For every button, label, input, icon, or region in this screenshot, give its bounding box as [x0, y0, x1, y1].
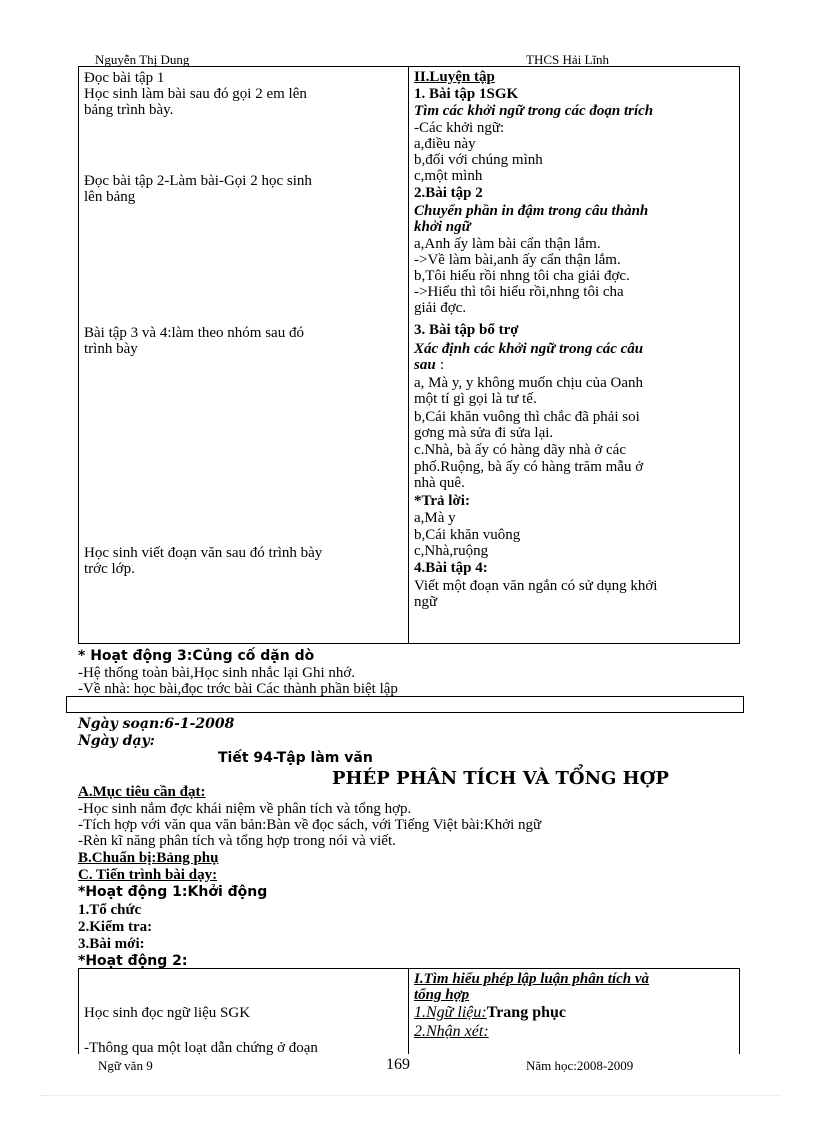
table2-left-line: Học sinh đọc ngữ liệu SGK [84, 1005, 251, 1021]
ex3-task-colon: : [440, 357, 445, 373]
table2-left-line: -Thông qua một loạt dẫn chứng ở đoạn [84, 1040, 318, 1056]
ex3-line: phố.Ruộng, bà ấy có hàng trăm mẫu ở [414, 459, 644, 475]
goal-line: -Rèn kĩ năng phân tích và tổng hợp trong nói và viết. [78, 833, 396, 849]
left-p2-line2: lên bảng [84, 189, 136, 205]
activity1-title: *Hoạt động 1:Khởi động [78, 884, 268, 900]
ex3-task: sau [414, 357, 436, 373]
goal-line: -Học sinh nắm đợc khái niệm về phân tích và tổng hợp. [78, 801, 412, 817]
answer-line: a,Mà y [414, 510, 456, 526]
table2-right-title: tổng hợp [414, 987, 470, 1003]
activity3-title: * Hoạt động 3:Củng cố dặn dò [78, 648, 315, 664]
section-practice-heading: II.Luyện tập [414, 69, 495, 85]
ex3-line: nhà quê. [414, 475, 465, 491]
footer-subject: Ngữ văn 9 [98, 1058, 153, 1073]
left-p1-line3: bảng trình bày. [84, 102, 174, 118]
goal-line: -Tích hợp với văn qua văn bản:Bàn về đọc sách, với Tiếng Việt bài:Khởi ngữ [78, 817, 542, 833]
header-school: THCS Hải Lĩnh [526, 52, 610, 67]
activity3-line: -Hệ thống toàn bài,Học sinh nhắc lại Ghi nhớ. [78, 665, 356, 681]
period-label: Tiết 94-Tập làm văn [218, 750, 373, 766]
ex2-line: b,Tôi hiểu rồi nhng tôi cha giải đợc. [414, 268, 630, 284]
ex1-title: 1. Bài tập 1SGK [414, 86, 519, 102]
page-number: 169 [386, 1056, 410, 1073]
answer-line: c,Nhà,ruộng [414, 543, 489, 559]
section-separator [66, 696, 744, 713]
ex2-line: a,Anh ấy làm bài cẩn thận lắm. [414, 236, 601, 252]
left-p3-line2: trình bày [84, 341, 138, 357]
preparation: B.Chuẩn bị:Bảng phụ [78, 850, 219, 866]
left-p1-line1: Đọc bài tập 1 [84, 70, 165, 86]
step: 3.Bài mới: [78, 936, 145, 952]
left-p4-line1: Học sinh viết đoạn văn sau đó trình bày [84, 545, 323, 561]
left-p4-line2: trớc lớp. [84, 561, 135, 577]
material-label: 1.Ngữ liệu: [414, 1004, 487, 1021]
ex3-line: c.Nhà, bà ấy có hàng dãy nhà ở các [414, 442, 626, 458]
material-value: Trang phục [486, 1004, 566, 1021]
process-heading: C. Tiến trình bài dạy: [78, 867, 218, 883]
ex3-title: 3. Bài tập bổ trợ [414, 322, 519, 338]
ex2-line: ->Về làm bài,anh ấy cẩn thận lắm. [414, 252, 621, 268]
activity2-title: *Hoạt động 2: [78, 953, 188, 969]
ex4-title: 4.Bài tập 4: [414, 560, 488, 576]
ex1-line: b,đối với chúng mình [414, 152, 543, 168]
lesson-title: PHÉP PHÂN TÍCH VÀ TỔNG HỢP [332, 768, 669, 789]
ex3-line: b,Cái khăn vuông thì chắc đã phải soi [414, 409, 640, 425]
footer-year: Năm học:2008-2009 [526, 1058, 634, 1073]
ex3-task: Xác định các khởi ngữ trong các câu [414, 341, 644, 357]
activity3-line: -Về nhà: học bài,đọc trớc bài Các thành phần biệt lập [78, 681, 398, 697]
remark-row [414, 1024, 489, 1040]
table2-right-title: I.Tìm hiểu phép lập luận phân tích và [414, 971, 650, 987]
ex1-task: Tìm các khởi ngữ trong các đoạn trích [414, 103, 654, 119]
ex1-line: c,một mình [414, 168, 483, 184]
ex4-line: ngữ [414, 594, 438, 610]
step: 1.Tổ chức [78, 902, 142, 918]
step: 2.Kiểm tra: [78, 919, 153, 935]
left-p3-line1: Bài tập 3 và 4:làm theo nhóm sau đó [84, 325, 304, 341]
ex2-line: ->Hiểu thì tôi hiểu rồi,nhng tôi cha [414, 284, 624, 300]
material-row [414, 1005, 566, 1021]
ex4-line: Viết một đoạn văn ngắn có sử dụng khởi [414, 578, 658, 594]
ex2-task: khởi ngữ [414, 219, 471, 235]
remark-label: 2.Nhận xét: [414, 1023, 489, 1040]
goals-heading: A.Mục tiêu cần đạt: [78, 784, 206, 800]
date-prepared: Ngày soạn:6-1-2008 [78, 716, 235, 732]
ex2-task: Chuyển phần in đậm trong câu thành [414, 203, 649, 219]
activity2-table-divider [408, 968, 409, 1054]
ex3-line: gơng mà sửa đi sửa lại. [414, 425, 554, 441]
ex2-title: 2.Bài tập 2 [414, 185, 483, 201]
ex3-line: a, Mà y, y không muốn chịu của Oanh [414, 375, 643, 391]
ex1-line: a,điều này [414, 136, 476, 152]
header-author: Nguyễn Thị Dung [95, 52, 190, 67]
ex1-line: -Các khởi ngữ: [414, 120, 505, 136]
page-bottom-rule [40, 1095, 780, 1096]
answer-title: *Trả lời: [414, 493, 470, 509]
left-p2-line1: Đọc bài tập 2-Làm bài-Gọi 2 học sinh [84, 173, 312, 189]
answer-line: b,Cái khăn vuông [414, 527, 521, 543]
date-taught: Ngày dạy: [78, 733, 155, 749]
exercise-table-divider [408, 66, 409, 644]
ex3-line: một tí gì gọi là tư tế. [414, 391, 537, 407]
left-p1-line2: Học sinh làm bài sau đó gọi 2 em lên [84, 86, 307, 102]
ex2-line: giải đợc. [414, 300, 467, 316]
